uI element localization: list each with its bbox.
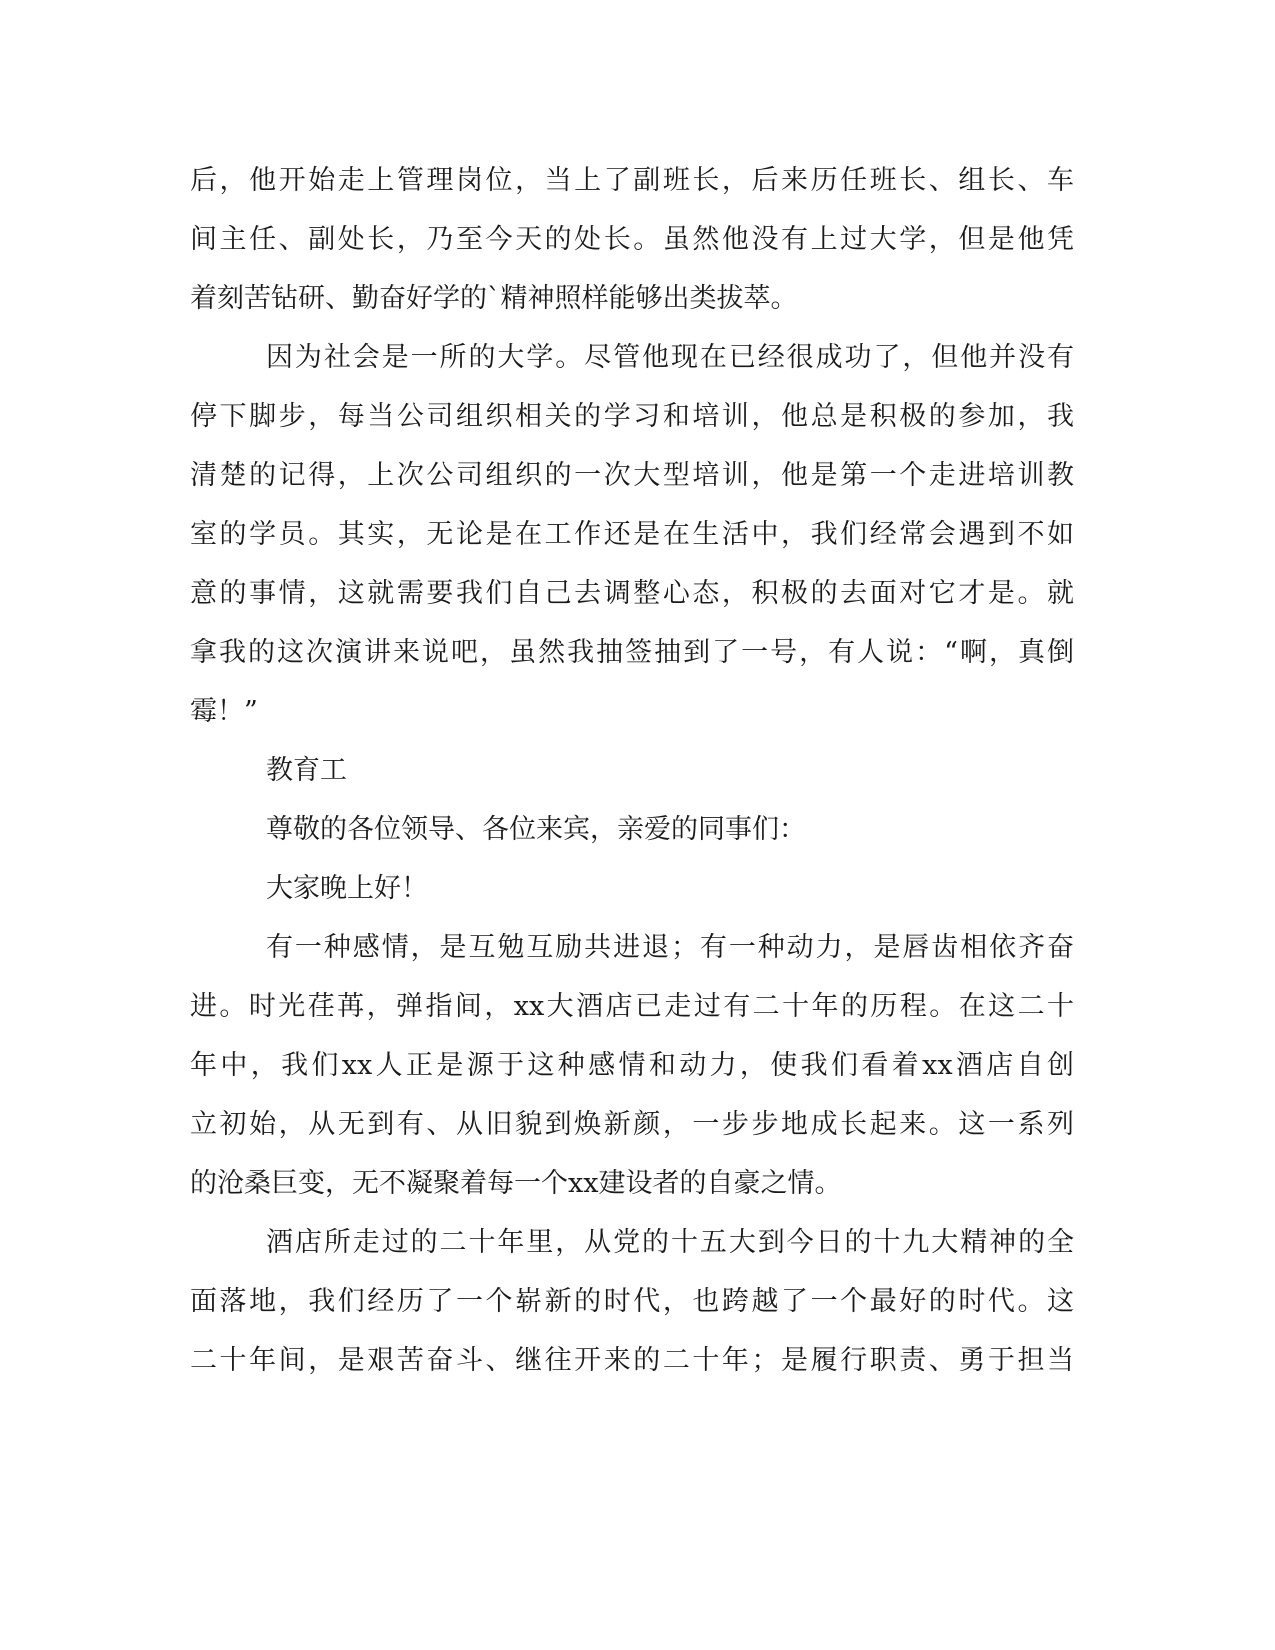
text-line: 停下脚步，每当公司组织相关的学习和培训，他总是积极的参加，我 <box>190 401 1074 432</box>
text-line: 间主任、副处长，乃至今天的处长。虽然他没有上过大学，但是他凭 <box>190 224 1074 255</box>
text-line: 后，他开始走上管理岗位，当上了副班长，后来历任班长、组长、车 <box>190 165 1074 196</box>
text-line: 年中，我们xx人正是源于这种感情和动力，使我们看着xx酒店自创 <box>190 1050 1074 1081</box>
text-line: 室的学员。其实，无论是在工作还是在生活中，我们经常会遇到不如 <box>190 519 1074 550</box>
paragraph-first-line: 酒店所走过的二十年里，从党的十五大到今日的十九大精神的全 <box>266 1227 1074 1258</box>
paragraph-first-line: 因为社会是一所的大学。尽管他现在已经很成功了，但他并没有 <box>266 342 1074 373</box>
greeting: 大家晚上好！ <box>266 873 428 904</box>
text-line: 立初始，从无到有、从旧貌到焕新颜，一步步地成长起来。这一系列 <box>190 1109 1074 1140</box>
section-heading: 教育工 <box>266 755 347 786</box>
text-line: 清楚的记得，上次公司组织的一次大型培训，他是第一个走进培训教 <box>190 460 1074 491</box>
paragraph-first-line: 有一种感情，是互勉互励共进退；有一种动力，是唇齿相依齐奋 <box>266 932 1074 963</box>
text-line: 的沧桑巨变，无不凝聚着每一个xx建设者的自豪之情。 <box>190 1168 842 1199</box>
text-line: 霉！” <box>190 696 258 727</box>
text-line: 面落地，我们经历了一个崭新的时代，也跨越了一个最好的时代。这 <box>190 1286 1074 1317</box>
text-line: 二十年间，是艰苦奋斗、继往开来的二十年；是履行职责、勇于担当 <box>190 1345 1074 1376</box>
text-line: 进。时光荏苒，弹指间，xx大酒店已走过有二十年的历程。在这二十 <box>190 991 1074 1022</box>
salutation: 尊敬的各位领导、各位来宾，亲爱的同事们： <box>266 814 806 845</box>
text-line: 着刻苦钻研、勤奋好学的`精神照样能够出类拔萃。 <box>190 283 798 314</box>
text-line: 意的事情，这就需要我们自己去调整心态，积极的去面对它才是。就 <box>190 578 1074 609</box>
text-line: 拿我的这次演讲来说吧，虽然我抽签抽到了一号，有人说：“啊，真倒 <box>190 637 1074 668</box>
